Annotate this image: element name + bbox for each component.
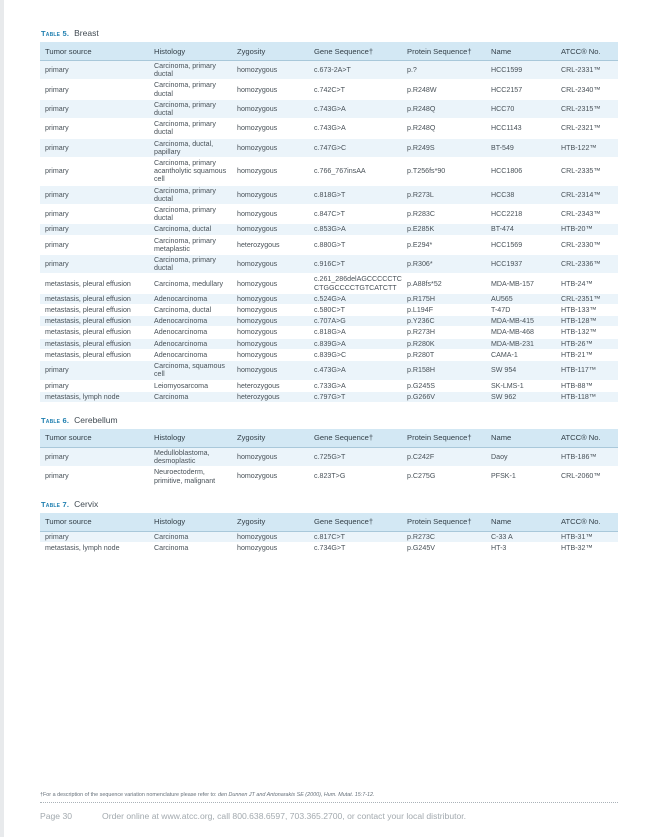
cell-atcc-number: HTB-128™ [556, 316, 618, 327]
table-header-row [40, 42, 618, 61]
cell-atcc-number: HTB-117™ [556, 361, 618, 380]
cell-histology: Carcinoma, medullary [149, 274, 232, 293]
cell-tumor-source: primary [40, 119, 149, 138]
cell-protein-sequence: p.R248W [402, 80, 486, 99]
table-row [40, 447, 618, 466]
cell-tumor-source: primary [40, 380, 149, 391]
cell-zygosity: homozygous [232, 361, 309, 380]
cell-protein-sequence: p.C275G [402, 467, 486, 486]
column-header-zygosity: Zygosity [232, 429, 309, 448]
cell-name: HCC1143 [486, 119, 556, 138]
table-caption-breast [41, 28, 618, 39]
table-row [40, 80, 618, 99]
cell-histology: Carcinoma [149, 542, 232, 553]
cell-protein-sequence: p.G245V [402, 542, 486, 553]
cell-gene-sequence: c.839G>A [309, 338, 402, 349]
table-row [40, 327, 618, 338]
cell-gene-sequence: c.725G>T [309, 447, 402, 466]
cell-histology: Medulloblastoma, desmoplastic [149, 447, 232, 466]
table-row [40, 274, 618, 293]
table-row [40, 338, 618, 349]
cell-gene-sequence: c.766_767insAA [309, 158, 402, 186]
cell-histology: Adenocarcinoma [149, 338, 232, 349]
table-row [40, 305, 618, 316]
footnote [40, 792, 375, 798]
cell-gene-sequence: c.673-2A>T [309, 61, 402, 80]
table-row [40, 380, 618, 391]
column-header-atcc-number: ATCC® No. [556, 42, 618, 61]
cell-atcc-number: CRL-2060™ [556, 467, 618, 486]
column-header-atcc-number: ATCC® No. [556, 429, 618, 448]
cell-tumor-source: metastasis, lymph node [40, 391, 149, 402]
cell-protein-sequence: p.R175H [402, 293, 486, 304]
column-header-name: Name [486, 429, 556, 448]
table-row [40, 138, 618, 157]
cell-gene-sequence: c.853G>A [309, 224, 402, 235]
cell-tumor-source: primary [40, 255, 149, 274]
footnote-citation: den Dunnen JT and Antonarakis SE (2000), Hum. Mutat. 15:7-12. [218, 792, 375, 798]
cell-atcc-number: CRL-2335™ [556, 158, 618, 186]
cell-gene-sequence: c.839G>C [309, 349, 402, 360]
table-title: Cervix [74, 498, 99, 509]
table-header-row [40, 429, 618, 448]
cell-protein-sequence: p.L194F [402, 305, 486, 316]
column-header-name: Name [486, 513, 556, 532]
cell-histology: Carcinoma, primary ductal [149, 185, 232, 204]
table-number: Table 6. [41, 415, 70, 425]
cell-gene-sequence: c.880G>T [309, 235, 402, 254]
footer-order-text: Order online at www.atcc.org, call 800.638.6597, 703.365.2700, or contact your local distributor. [102, 811, 467, 821]
cell-zygosity: homozygous [232, 119, 309, 138]
cell-name: BT-474 [486, 224, 556, 235]
table-breast [40, 42, 618, 403]
cell-tumor-source: primary [40, 99, 149, 118]
cell-atcc-number: HTB-132™ [556, 327, 618, 338]
cell-histology: Neuroectoderm, primitive, malignant [149, 467, 232, 486]
cell-histology: Carcinoma, primary ductal [149, 99, 232, 118]
cell-gene-sequence: c.524G>A [309, 293, 402, 304]
cell-gene-sequence: c.818G>A [309, 327, 402, 338]
table-row [40, 235, 618, 254]
cell-tumor-source: metastasis, pleural effusion [40, 316, 149, 327]
cell-gene-sequence: c.742C>T [309, 80, 402, 99]
cell-gene-sequence: c.747G>C [309, 138, 402, 157]
cell-tumor-source: primary [40, 138, 149, 157]
cell-name: MDA-MB-157 [486, 274, 556, 293]
column-header-tumor-source: Tumor source [40, 42, 149, 61]
cell-protein-sequence: p.Y236C [402, 316, 486, 327]
cell-gene-sequence: c.707A>G [309, 316, 402, 327]
table-cervix [40, 513, 618, 554]
cell-histology: Carcinoma, primary ductal [149, 205, 232, 224]
column-header-tumor-source: Tumor source [40, 513, 149, 532]
column-header-tumor-source: Tumor source [40, 429, 149, 448]
cell-zygosity: homozygous [232, 316, 309, 327]
cell-name: MDA-MB-415 [486, 316, 556, 327]
cell-zygosity: homozygous [232, 531, 309, 542]
cell-name: CAMA-1 [486, 349, 556, 360]
column-header-gene-sequence: Gene Sequence† [309, 513, 402, 532]
cell-protein-sequence: p.R283C [402, 205, 486, 224]
cell-zygosity: homozygous [232, 274, 309, 293]
cell-atcc-number: HTB-24™ [556, 274, 618, 293]
cell-histology: Carcinoma, primary ductal [149, 119, 232, 138]
cell-histology: Carcinoma, ductal [149, 305, 232, 316]
cell-zygosity: homozygous [232, 138, 309, 157]
cell-histology: Adenocarcinoma [149, 293, 232, 304]
column-header-protein-sequence: Protein Sequence† [402, 42, 486, 61]
cell-histology: Adenocarcinoma [149, 349, 232, 360]
cell-name: SW 954 [486, 361, 556, 380]
table-row [40, 349, 618, 360]
cell-tumor-source: metastasis, lymph node [40, 542, 149, 553]
cell-atcc-number: CRL-2330™ [556, 235, 618, 254]
cell-gene-sequence: c.743G>A [309, 99, 402, 118]
page-number: Page 30 [40, 811, 73, 821]
cell-tumor-source: metastasis, pleural effusion [40, 349, 149, 360]
cell-atcc-number: CRL-2321™ [556, 119, 618, 138]
cell-protein-sequence: p.G266V [402, 391, 486, 402]
cell-protein-sequence: p.E285K [402, 224, 486, 235]
cell-atcc-number: HTB-88™ [556, 380, 618, 391]
cell-zygosity: homozygous [232, 327, 309, 338]
cell-zygosity: heterozygous [232, 235, 309, 254]
cell-gene-sequence: c.823T>G [309, 467, 402, 486]
column-header-zygosity: Zygosity [232, 42, 309, 61]
cell-name: MDA-MB-468 [486, 327, 556, 338]
cell-protein-sequence: p.A88fs*52 [402, 274, 486, 293]
cell-atcc-number: HTB-31™ [556, 531, 618, 542]
cell-histology: Leiomyosarcoma [149, 380, 232, 391]
table-row [40, 224, 618, 235]
cell-tumor-source: metastasis, pleural effusion [40, 327, 149, 338]
cell-protein-sequence: p.G245S [402, 380, 486, 391]
cell-histology: Carcinoma, primary metaplastic [149, 235, 232, 254]
cell-zygosity: homozygous [232, 61, 309, 80]
table-header-row [40, 513, 618, 532]
column-header-gene-sequence: Gene Sequence† [309, 42, 402, 61]
table-row [40, 185, 618, 204]
cell-gene-sequence: c.817C>T [309, 531, 402, 542]
page-edge-rule [0, 0, 4, 837]
cell-atcc-number: CRL-2340™ [556, 80, 618, 99]
cell-zygosity: homozygous [232, 542, 309, 553]
cell-name: SW 962 [486, 391, 556, 402]
cell-zygosity: homozygous [232, 338, 309, 349]
cell-gene-sequence: c.580C>T [309, 305, 402, 316]
column-header-gene-sequence: Gene Sequence† [309, 429, 402, 448]
cell-zygosity: homozygous [232, 224, 309, 235]
cell-name: Daoy [486, 447, 556, 466]
table-row [40, 158, 618, 186]
cell-histology: Adenocarcinoma [149, 327, 232, 338]
table-row [40, 99, 618, 118]
cell-zygosity: homozygous [232, 80, 309, 99]
cell-tumor-source: metastasis, pleural effusion [40, 293, 149, 304]
cell-name: SK-LMS-1 [486, 380, 556, 391]
table-number: Table 5. [41, 29, 70, 38]
cell-gene-sequence: c.797G>T [309, 391, 402, 402]
column-header-name: Name [486, 42, 556, 61]
cell-atcc-number: CRL-2314™ [556, 185, 618, 204]
table-caption-cerebellum [41, 415, 618, 426]
table-caption-cervix [41, 499, 618, 510]
table-cerebellum [40, 429, 618, 487]
cell-tumor-source: metastasis, pleural effusion [40, 274, 149, 293]
cell-gene-sequence: c.847C>T [309, 205, 402, 224]
cell-protein-sequence: p.R273C [402, 531, 486, 542]
cell-atcc-number: HTB-122™ [556, 138, 618, 157]
cell-atcc-number: HTB-118™ [556, 391, 618, 402]
cell-protein-sequence: p.R158H [402, 361, 486, 380]
cell-gene-sequence: c.473G>A [309, 361, 402, 380]
tables-container [40, 28, 618, 554]
cell-histology: Carcinoma, primary acantholytic squamous cell [149, 158, 232, 186]
cell-histology: Carcinoma [149, 531, 232, 542]
table-row [40, 61, 618, 80]
cell-zygosity: homozygous [232, 205, 309, 224]
cell-tumor-source: primary [40, 235, 149, 254]
cell-zygosity: homozygous [232, 447, 309, 466]
cell-zygosity: homozygous [232, 349, 309, 360]
cell-histology: Adenocarcinoma [149, 316, 232, 327]
table-row [40, 531, 618, 542]
cell-gene-sequence: c.916C>T [309, 255, 402, 274]
cell-name: HCC1599 [486, 61, 556, 80]
cell-zygosity: homozygous [232, 158, 309, 186]
cell-name: HCC1569 [486, 235, 556, 254]
cell-tumor-source: primary [40, 224, 149, 235]
cell-gene-sequence: c.818G>T [309, 185, 402, 204]
cell-zygosity: heterozygous [232, 380, 309, 391]
cell-name: BT-549 [486, 138, 556, 157]
cell-name: MDA-MB-231 [486, 338, 556, 349]
cell-protein-sequence: p.E294* [402, 235, 486, 254]
cell-histology: Carcinoma, ductal [149, 224, 232, 235]
table-row [40, 542, 618, 553]
cell-histology: Carcinoma, ductal, papillary [149, 138, 232, 157]
cell-protein-sequence: p.R306* [402, 255, 486, 274]
cell-histology: Carcinoma, squamous cell [149, 361, 232, 380]
cell-tumor-source: primary [40, 361, 149, 380]
column-header-atcc-number: ATCC® No. [556, 513, 618, 532]
cell-name: HCC1806 [486, 158, 556, 186]
cell-zygosity: homozygous [232, 467, 309, 486]
cell-atcc-number: CRL-2315™ [556, 99, 618, 118]
column-header-protein-sequence: Protein Sequence† [402, 513, 486, 532]
cell-atcc-number: CRL-2331™ [556, 61, 618, 80]
cell-name: HCC1937 [486, 255, 556, 274]
cell-name: HT-3 [486, 542, 556, 553]
cell-zygosity: homozygous [232, 185, 309, 204]
table-row [40, 119, 618, 138]
cell-protein-sequence: p.R248Q [402, 119, 486, 138]
cell-zygosity: homozygous [232, 255, 309, 274]
cell-gene-sequence: c.261_286delAGCCCCCTCCTGGCCCCTGTCATCTT [309, 274, 402, 293]
cell-tumor-source: primary [40, 61, 149, 80]
table-row [40, 255, 618, 274]
cell-histology: Carcinoma [149, 391, 232, 402]
table-row [40, 293, 618, 304]
cell-zygosity: homozygous [232, 305, 309, 316]
cell-protein-sequence: p.R249S [402, 138, 486, 157]
cell-protein-sequence: p.R273H [402, 327, 486, 338]
cell-tumor-source: primary [40, 80, 149, 99]
cell-atcc-number: HTB-133™ [556, 305, 618, 316]
cell-tumor-source: primary [40, 205, 149, 224]
cell-atcc-number: HTB-21™ [556, 349, 618, 360]
cell-name: C-33 A [486, 531, 556, 542]
column-header-histology: Histology [149, 513, 232, 532]
cell-tumor-source: primary [40, 467, 149, 486]
cell-name: AU565 [486, 293, 556, 304]
table-row [40, 205, 618, 224]
cell-gene-sequence: c.733G>A [309, 380, 402, 391]
cell-protein-sequence: p.C242F [402, 447, 486, 466]
footnote-text: †For a description of the sequence variation nomenclature please refer to: [40, 792, 218, 798]
cell-name: HCC70 [486, 99, 556, 118]
cell-atcc-number: CRL-2343™ [556, 205, 618, 224]
cell-atcc-number: HTB-186™ [556, 447, 618, 466]
table-row [40, 361, 618, 380]
column-header-zygosity: Zygosity [232, 513, 309, 532]
cell-tumor-source: primary [40, 158, 149, 186]
cell-tumor-source: metastasis, pleural effusion [40, 305, 149, 316]
footer-divider [40, 802, 618, 803]
table-row [40, 316, 618, 327]
table-row [40, 391, 618, 402]
table-row [40, 467, 618, 486]
cell-tumor-source: primary [40, 447, 149, 466]
cell-gene-sequence: c.743G>A [309, 119, 402, 138]
cell-tumor-source: metastasis, pleural effusion [40, 338, 149, 349]
cell-name: HCC2157 [486, 80, 556, 99]
column-header-histology: Histology [149, 429, 232, 448]
cell-atcc-number: CRL-2351™ [556, 293, 618, 304]
page-footer [40, 811, 466, 821]
cell-zygosity: homozygous [232, 293, 309, 304]
cell-protein-sequence: p.R280T [402, 349, 486, 360]
cell-zygosity: heterozygous [232, 391, 309, 402]
cell-tumor-source: primary [40, 185, 149, 204]
cell-tumor-source: primary [40, 531, 149, 542]
cell-histology: Carcinoma, primary ductal [149, 80, 232, 99]
table-title: Breast [74, 28, 99, 38]
table-number: Table 7. [41, 499, 70, 509]
cell-zygosity: homozygous [232, 99, 309, 118]
cell-protein-sequence: p.R280K [402, 338, 486, 349]
cell-atcc-number: HTB-26™ [556, 338, 618, 349]
cell-histology: Carcinoma, primary ductal [149, 61, 232, 80]
cell-histology: Carcinoma, primary ductal [149, 255, 232, 274]
cell-protein-sequence: p.R248Q [402, 99, 486, 118]
cell-name: HCC38 [486, 185, 556, 204]
cell-protein-sequence: p.? [402, 61, 486, 80]
cell-atcc-number: HTB-32™ [556, 542, 618, 553]
column-header-protein-sequence: Protein Sequence† [402, 429, 486, 448]
cell-gene-sequence: c.734G>T [309, 542, 402, 553]
cell-protein-sequence: p.T256fs*90 [402, 158, 486, 186]
cell-atcc-number: CRL-2336™ [556, 255, 618, 274]
column-header-histology: Histology [149, 42, 232, 61]
cell-atcc-number: HTB-20™ [556, 224, 618, 235]
cell-name: PFSK-1 [486, 467, 556, 486]
cell-name: T-47D [486, 305, 556, 316]
cell-protein-sequence: p.R273L [402, 185, 486, 204]
cell-name: HCC2218 [486, 205, 556, 224]
table-title: Cerebellum [74, 414, 118, 425]
